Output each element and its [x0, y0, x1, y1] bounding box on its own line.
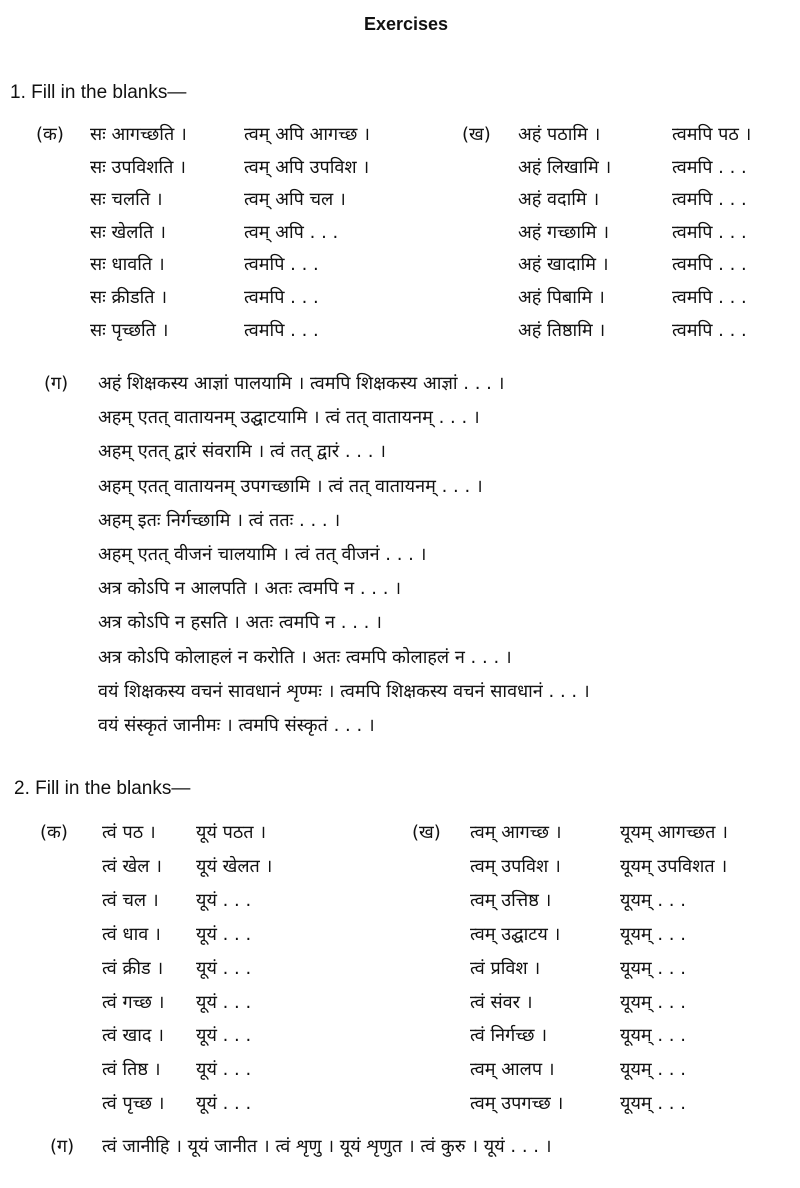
ex1-kha-row-7-blank: त्वमपि . . .	[672, 319, 747, 341]
ex2-kha-row-6-given: त्वं संवर ।	[470, 991, 533, 1013]
ex2-ka-row-8-blank: यूयं . . .	[196, 1059, 252, 1081]
ex2-kha-row-9-blank: यूयम् . . .	[620, 1093, 686, 1115]
ex1-ka-row-7-given: सः पृच्छति ।	[90, 319, 169, 341]
page-title: Exercises	[363, 14, 449, 34]
ex1-ga-sentence-4: अहम् एतत् वातायनम् उपगच्छामि । त्वं तत् वातायनम् . . . ।	[98, 475, 483, 497]
ex2-kha-row-3-blank: यूयम् . . .	[620, 889, 686, 911]
ex2-ka-row-1-blank: यूयं पठत ।	[196, 822, 267, 843]
ex1-ka-row-6-given: सः क्रीडति ।	[90, 287, 168, 308]
ex1-ga-sentence-6: अहम् एतत् वीजनं चालयामि । त्वं तत् वीजनं . . . ।	[98, 544, 427, 565]
ex1-kha-row-5-given: अहं खादामि ।	[518, 254, 609, 276]
ex2-kha-row-3-given: त्वम् उत्तिष्ठ ।	[470, 889, 552, 911]
ex1-ka-row-4-given: सः खेलति ।	[90, 221, 166, 243]
ex1-ga-sentence-3: अहम् एतत् द्वारं संवरामि । त्वं तत् द्वारं . . . ।	[98, 441, 386, 463]
ex1-ka-row-3-blank: त्वम् अपि चल ।	[244, 189, 346, 211]
ex1-kha-row-2-given: अहं लिखामि ।	[518, 156, 612, 178]
ex1-ka-row-3-given: सः चलति ।	[90, 189, 163, 211]
ex1-ka-row-5-given: सः धावति ।	[90, 254, 165, 276]
ex1-kha-row-6-blank: त्वमपि . . .	[672, 287, 747, 308]
ex1-ka-row-6-blank: त्वमपि . . .	[244, 287, 319, 308]
ex1-kha-row-4-given: अहं गच्छामि ।	[518, 221, 610, 243]
ex2-kha-row-4-blank: यूयम् . . .	[620, 923, 686, 945]
ex1-ka-row-2-blank: त्वम् अपि उपविश ।	[244, 156, 370, 178]
ex1-kha-label: (ख)	[462, 124, 491, 145]
ex2-kha-row-7-given: त्वं निर्गच्छ ।	[470, 1025, 548, 1047]
exercise-2-heading: 2. Fill in the blanks—	[14, 778, 191, 799]
ex1-ga-sentence-1: अहं शिक्षकस्य आज्ञां पालयामि । त्वमपि शिक्षकस्य आज्ञां . . . ।	[98, 373, 505, 394]
ex2-kha-row-2-blank: यूयम् उपविशत ।	[620, 855, 728, 877]
ex2-ka-row-9-blank: यूयं . . .	[196, 1093, 252, 1115]
ex2-ka-row-5-given: त्वं क्रीड ।	[102, 957, 164, 979]
ex1-ka-row-7-blank: त्वमपि . . .	[244, 319, 319, 341]
ex1-kha-row-2-blank: त्वमपि . . .	[672, 156, 747, 178]
ex2-ka-row-1-given: त्वं पठ ।	[102, 822, 156, 843]
ex1-ga-sentence-2: अहम् एतत् वातायनम् उद्घाटयामि । त्वं तत् वातायनम् . . . ।	[98, 407, 480, 429]
ex1-ka-label: (क)	[36, 124, 64, 145]
ex1-kha-row-5-blank: त्वमपि . . .	[672, 254, 747, 276]
ex2-kha-row-1-given: त्वम् आगच्छ ।	[470, 822, 562, 843]
ex1-ga-sentence-8: अत्र कोऽपि न हसति । अतः त्वमपि न . . . ।	[98, 612, 382, 634]
ex2-kha-row-9-given: त्वम् उपगच्छ ।	[470, 1093, 564, 1115]
ex2-ka-row-3-blank: यूयं . . .	[196, 889, 252, 911]
ex1-kha-row-6-given: अहं पिबामि ।	[518, 287, 605, 308]
ex2-ka-row-7-blank: यूयं . . .	[196, 1025, 252, 1047]
ex1-kha-row-3-blank: त्वमपि . . .	[672, 189, 747, 211]
ex1-ga-label: (ग)	[44, 373, 69, 394]
ex1-ga-sentence-7: अत्र कोऽपि न आलपति । अतः त्वमपि न . . . ।	[98, 578, 402, 600]
ex1-ga-sentence-11: वयं संस्कृतं जानीमः । त्वमपि संस्कृतं . . . ।	[98, 715, 375, 736]
ex1-ka-row-2-given: सः उपविशति ।	[90, 156, 186, 178]
ex2-kha-row-4-given: त्वम् उद्घाटय ।	[470, 923, 561, 945]
ex1-ka-row-1-given: सः आगच्छति ।	[90, 124, 187, 145]
ex1-kha-row-1-given: अहं पठामि ।	[518, 124, 601, 145]
ex2-kha-row-1-blank: यूयम् आगच्छत ।	[620, 822, 728, 843]
ex2-ka-row-5-blank: यूयं . . .	[196, 957, 252, 979]
ex1-ka-row-5-blank: त्वमपि . . .	[244, 254, 319, 276]
ex2-kha-row-8-given: त्वम् आलप ।	[470, 1059, 555, 1081]
ex1-kha-row-4-blank: त्वमपि . . .	[672, 221, 747, 243]
ex2-kha-label: (ख)	[412, 822, 441, 843]
ex2-ka-row-4-given: त्वं धाव ।	[102, 923, 161, 945]
ex2-ka-label: (क)	[40, 822, 68, 843]
ex2-kha-row-6-blank: यूयम् . . .	[620, 991, 686, 1013]
ex2-kha-row-7-blank: यूयम् . . .	[620, 1025, 686, 1047]
ex2-ka-row-9-given: त्वं पृच्छ ।	[102, 1093, 165, 1115]
ex2-kha-row-2-given: त्वम् उपविश ।	[470, 855, 561, 877]
ex1-ga-sentence-5: अहम् इतः निर्गच्छामि । त्वं ततः . . . ।	[98, 509, 341, 531]
ex2-ka-row-2-given: त्वं खेल ।	[102, 855, 162, 877]
ex1-kha-row-1-blank: त्वमपि पठ ।	[672, 124, 752, 145]
ex2-kha-row-5-given: त्वं प्रविश ।	[470, 957, 541, 979]
ex1-ka-row-4-blank: त्वम् अपि . . .	[244, 221, 339, 243]
ex2-ka-row-7-given: त्वं खाद ।	[102, 1025, 164, 1047]
ex2-ka-row-2-blank: यूयं खेलत ।	[196, 855, 273, 877]
ex2-ga-label: (ग)	[50, 1136, 75, 1157]
ex2-kha-row-5-blank: यूयम् . . .	[620, 957, 686, 979]
ex1-kha-row-7-given: अहं तिष्ठामि ।	[518, 319, 606, 341]
ex1-ga-sentence-9: अत्र कोऽपि कोलाहलं न करोति । अतः त्वमपि कोलाहलं न . . . ।	[98, 646, 512, 668]
ex2-ga-line: त्वं जानीहि । यूयं जानीत । त्वं शृणु । यूयं शृणुत । त्वं कुरु । यूयं . . . ।	[102, 1136, 552, 1157]
ex2-kha-row-8-blank: यूयम् . . .	[620, 1059, 686, 1081]
ex1-ka-row-1-blank: त्वम् अपि आगच्छ ।	[244, 124, 370, 145]
ex2-ka-row-3-given: त्वं चल ।	[102, 889, 159, 911]
ex1-ga-sentence-10: वयं शिक्षकस्य वचनं सावधानं शृण्मः । त्वमपि शिक्षकस्य वचनं सावधानं . . . ।	[98, 680, 590, 702]
ex2-ka-row-8-given: त्वं तिष्ठ ।	[102, 1059, 161, 1081]
exercise-1-heading: 1. Fill in the blanks—	[10, 82, 187, 103]
ex2-ka-row-6-given: त्वं गच्छ ।	[102, 991, 165, 1013]
ex2-ka-row-4-blank: यूयं . . .	[196, 923, 252, 945]
ex2-ka-row-6-blank: यूयं . . .	[196, 991, 252, 1013]
ex1-kha-row-3-given: अहं वदामि ।	[518, 189, 600, 211]
